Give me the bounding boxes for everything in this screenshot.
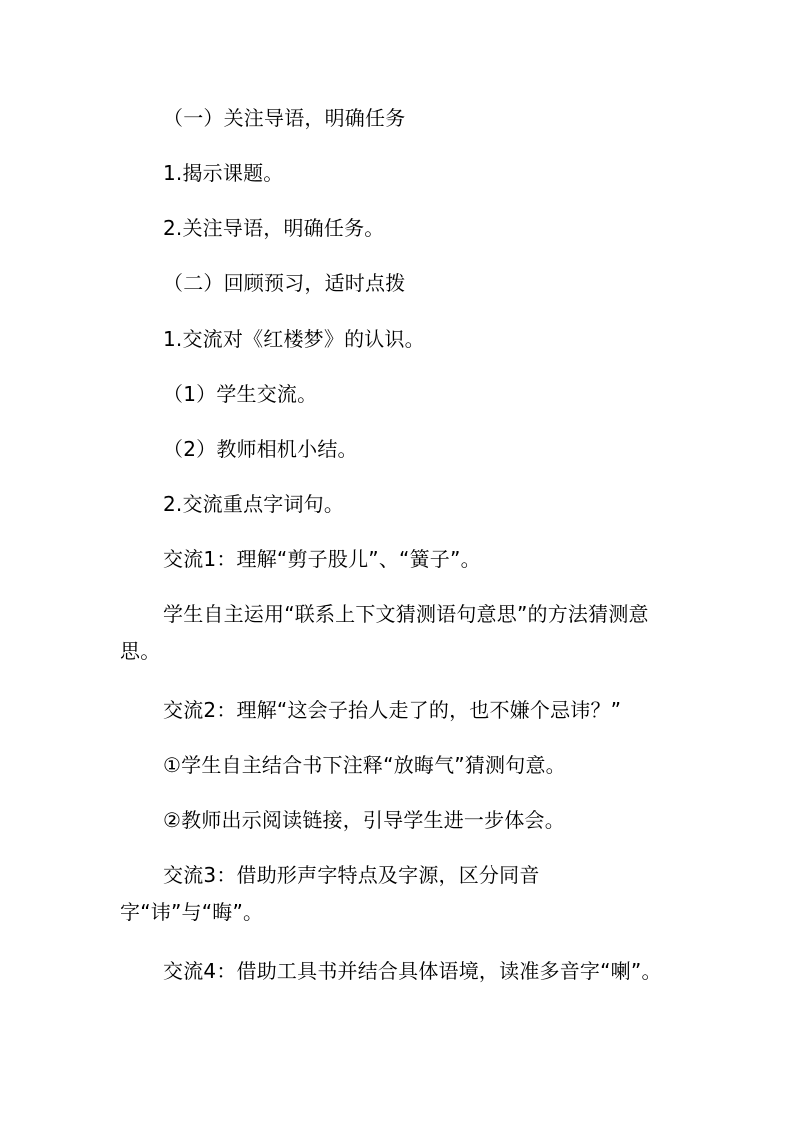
paragraph-exchange-2: 交流2：理解“这会子抬人走了的，也不嫌个忌讳？”	[163, 698, 622, 722]
paragraph-teacher-link: ②教师出示阅读链接，引导学生进一步体会。	[163, 808, 565, 832]
paragraph-key-words: 2.交流重点字词句。	[163, 492, 345, 516]
paragraph-exchange-1: 交流1：理解“剪子股儿”、“簧子”。	[163, 547, 481, 571]
paragraph-context-guess: 学生自主运用“联系上下文猜测语句意思”的方法猜测意思。	[120, 602, 649, 663]
paragraph-exchange-3: 交流3：借助形声字特点及字源，区分同音字“讳”与“晦”。	[120, 863, 540, 924]
heading-section-two: （二）回顾预习，适时点拨	[163, 271, 406, 295]
paragraph-reveal-topic: 1.揭示课题。	[163, 161, 284, 185]
paragraph-exchange-4: 交流4：借助工具书并结合具体语境，读准多音字“喇”。	[163, 959, 662, 983]
paragraph-student-exchange: （1）学生交流。	[163, 382, 318, 406]
paragraph-discuss-hongloumeng: 1.交流对《红楼梦》的认识。	[163, 327, 425, 351]
heading-section-one: （一）关注导语，明确任务	[163, 106, 406, 130]
paragraph-focus-guide: 2.关注导语，明确任务。	[163, 216, 385, 240]
paragraph-teacher-summary: （2）教师相机小结。	[163, 437, 358, 461]
paragraph-student-notes: ①学生自主结合书下注释“放晦气”猜测句意。	[163, 753, 566, 777]
